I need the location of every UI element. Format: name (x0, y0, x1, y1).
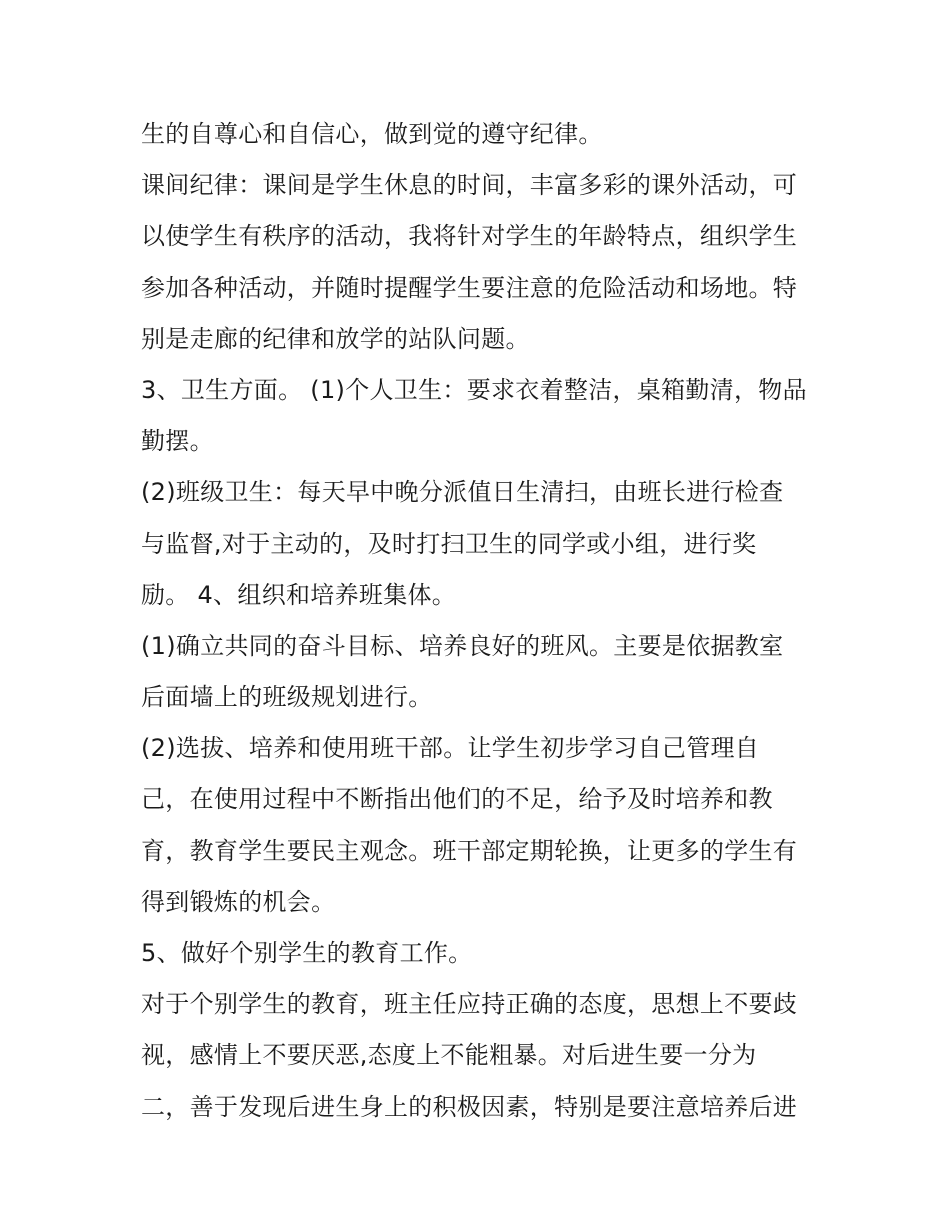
document-body (141, 109, 831, 1133)
text-line: 后面墙上的班级规划进行。 (141, 683, 433, 712)
text-line: 参加各种活动，并随时提醒学生要注意的危险活动和场地。特 (141, 273, 798, 302)
text-line: 对于个别学生的教育，班主任应持正确的态度，思想上不要歧 (141, 990, 798, 1019)
text-line: 励。 4、组织和培养班集体。 (141, 580, 457, 609)
text-line: 3、卫生方面。 (1)个人卫生：要求衣着整洁，桌箱勤清，物品 (141, 375, 807, 404)
text-line: 得到锻炼的机会。 (141, 887, 336, 916)
text-line: 课间纪律：课间是学生休息的时间，丰富多彩的课外活动，可 (141, 171, 798, 200)
text-line: 5、做好个别学生的教育工作。 (141, 939, 473, 967)
text-line: (1)确立共同的奋斗目标、培养良好的班风。主要是依据教室 (141, 631, 784, 660)
text-line: 以使学生有秩序的活动，我将针对学生的年龄特点，组织学生 (141, 222, 798, 251)
text-line: (2)班级卫生：每天早中晚分派值日生清扫，由班长进行检查 (141, 478, 784, 507)
text-line: 勤摆。 (141, 427, 214, 456)
text-line: 育，教育学生要民主观念。班干部定期轮换，让更多的学生有 (141, 836, 798, 865)
text-line: 与监督,对于主动的，及时打扫卫生的同学或小组，进行奖 (141, 529, 757, 558)
text-line: 己，在使用过程中不断指出他们的不足，给予及时培养和教 (141, 785, 773, 814)
text-line: 视，感情上不要厌恶,态度上不能粗暴。对后进生要一分为 (141, 1041, 757, 1070)
text-line: 生的自尊心和自信心，做到觉的遵守纪律。 (141, 120, 603, 148)
text-line: (2)选拔、培养和使用班干部。让学生初步学习自己管理自 (141, 734, 760, 763)
text-line: 别是走廊的纪律和放学的站队问题。 (141, 324, 530, 353)
text-line: 二，善于发现后进生身上的积极因素，特别是要注意培养后进 (141, 1092, 798, 1121)
